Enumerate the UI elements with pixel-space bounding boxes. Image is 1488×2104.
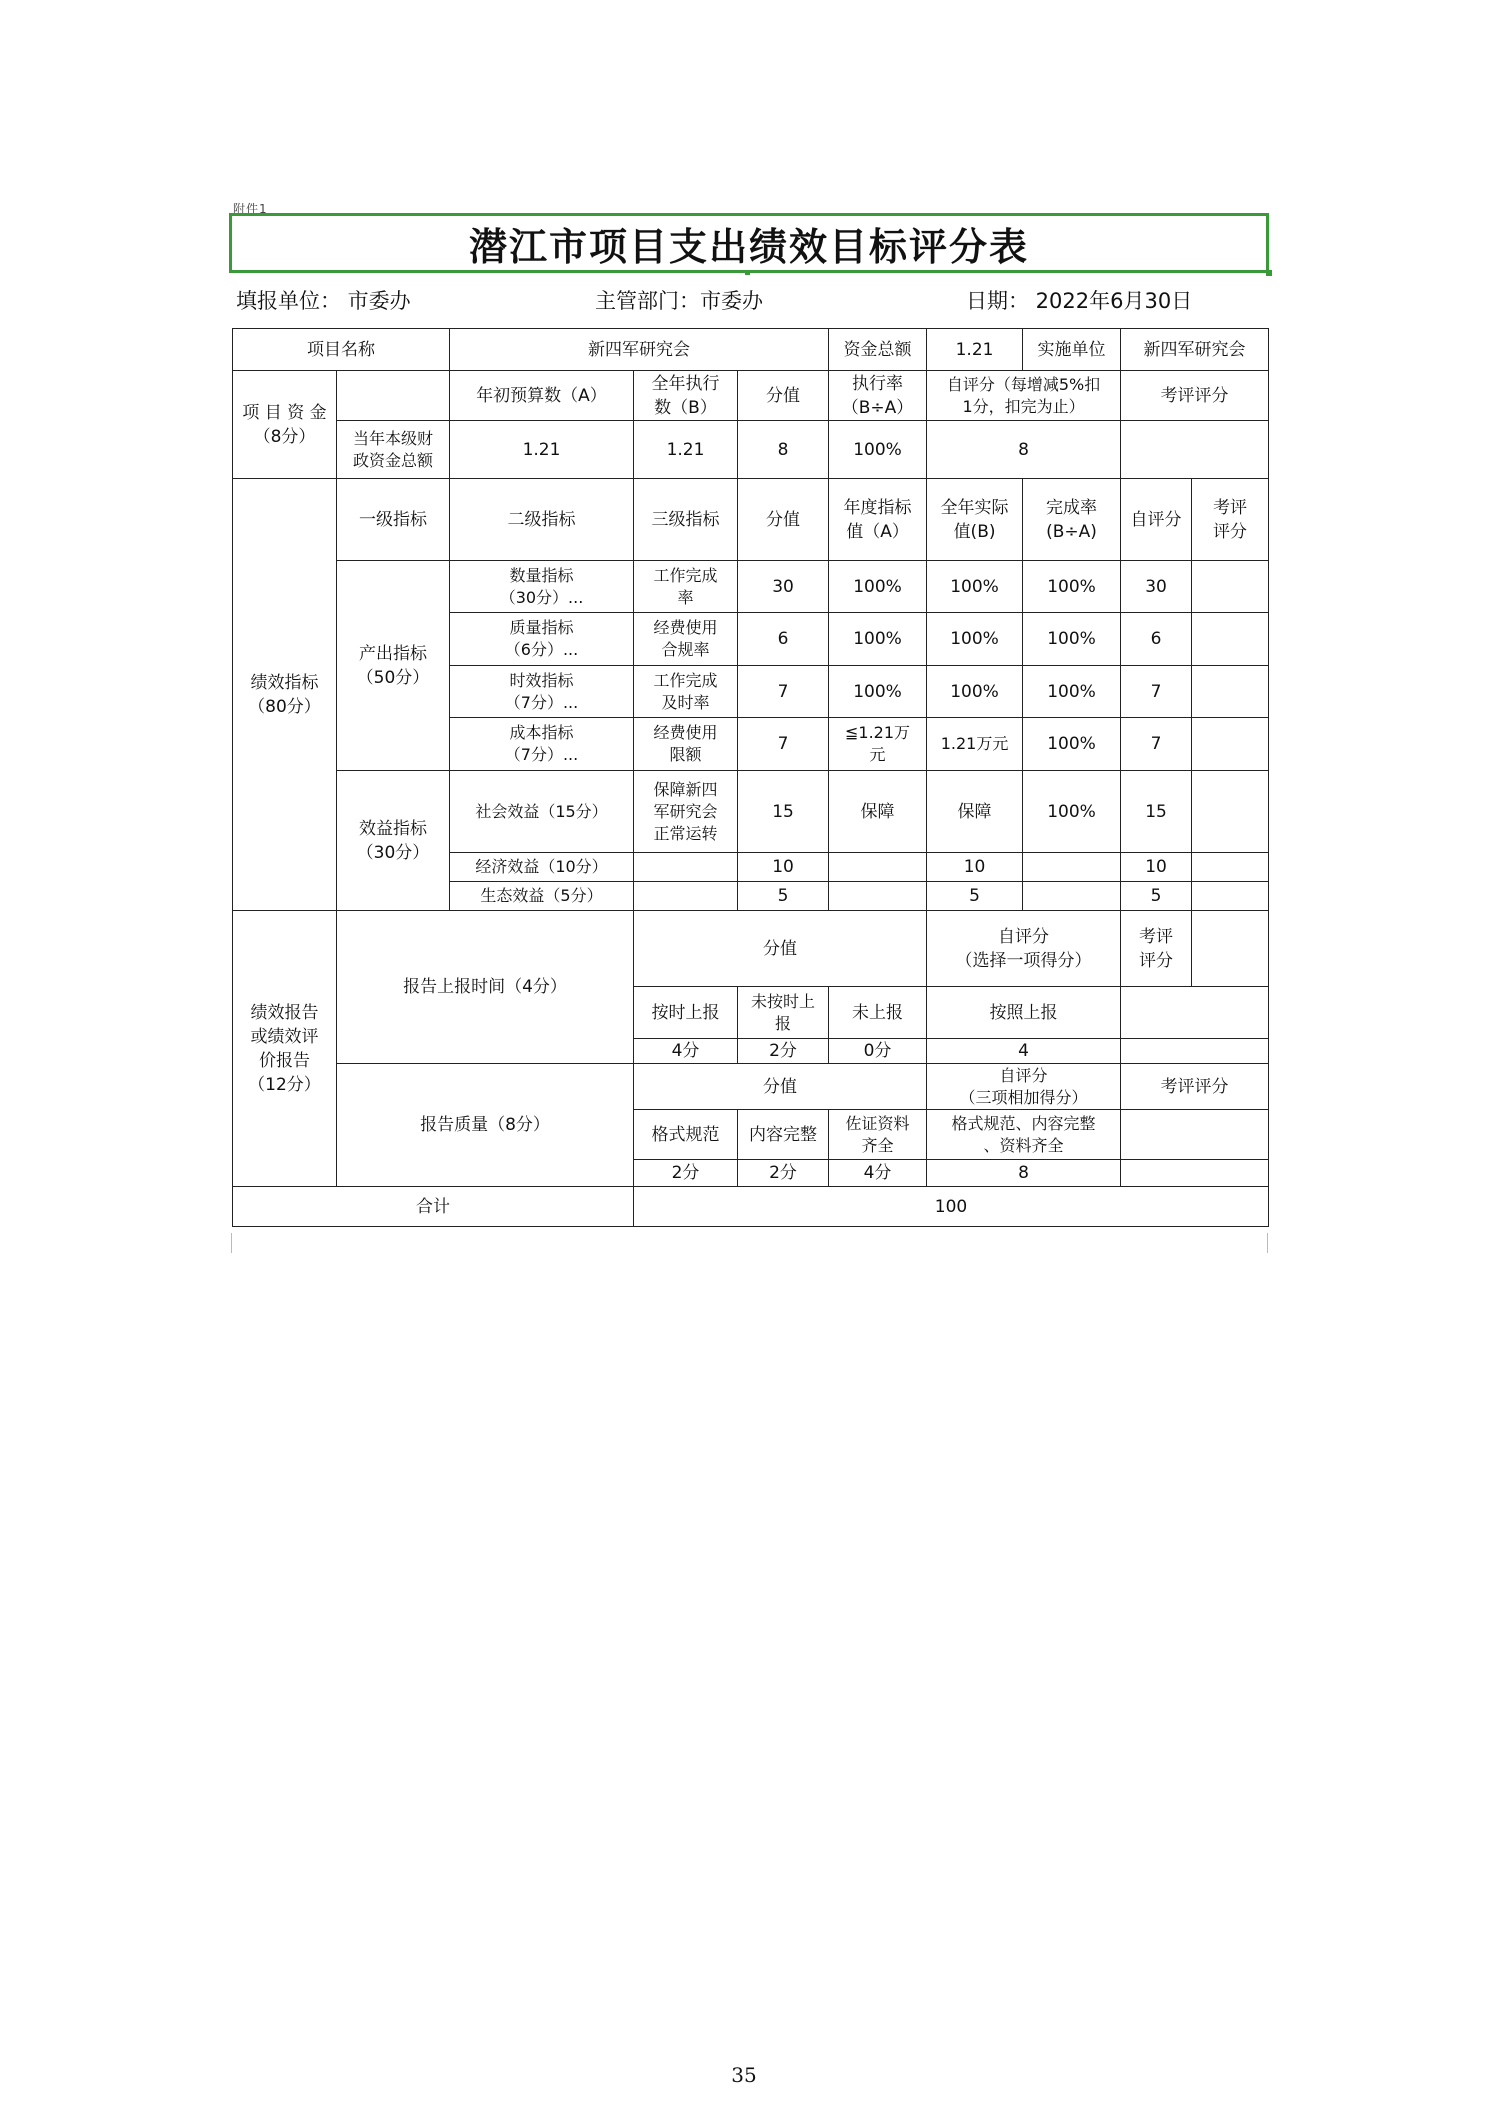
cell: 报告上报时间（4分）: [337, 911, 634, 1064]
cell: 自评分 （三项相加得分）: [927, 1064, 1121, 1110]
cell: 8: [927, 421, 1121, 479]
cell: 经费使用 合规率: [634, 613, 738, 666]
cell: 15: [738, 771, 829, 853]
sheet-edge-right: [1267, 1233, 1268, 1253]
cell: 6: [738, 613, 829, 666]
cell: [829, 853, 927, 882]
cell: 100%: [1023, 613, 1121, 666]
score-table: [232, 328, 1269, 1227]
page-number: 35: [731, 2063, 757, 2087]
table-row: [233, 771, 1269, 853]
cell: 新四军研究会: [1121, 329, 1269, 371]
selection-handle-mid[interactable]: [745, 270, 750, 275]
cell: [1192, 882, 1269, 911]
cell: [1121, 1110, 1269, 1160]
cell: 4分: [829, 1160, 927, 1187]
cell: [1121, 421, 1269, 479]
header-stub: 附件1: [233, 202, 268, 216]
cell: 格式规范: [634, 1110, 738, 1160]
cell: 8: [738, 421, 829, 479]
cell: 考评 评分: [1121, 911, 1192, 987]
cell: 10: [1121, 853, 1192, 882]
cell: 社会效益（15分）: [450, 771, 634, 853]
cell: 年度指标 值（A）: [829, 479, 927, 561]
cell: 100%: [829, 613, 927, 666]
cell: 自评分 （选择一项得分）: [927, 911, 1121, 987]
table-row: [233, 911, 1269, 987]
page-title: 潜江市项目支出绩效目标评分表: [468, 223, 1029, 269]
cell: 资金总额: [829, 329, 927, 371]
cell: 全年实际 值(B): [927, 479, 1023, 561]
title-cell[interactable]: [229, 213, 1269, 273]
cell: 2分: [738, 1039, 829, 1064]
cell: [829, 882, 927, 911]
table-row: [233, 561, 1269, 613]
cell: 100%: [1023, 666, 1121, 718]
cell: 完成率 (B÷A): [1023, 479, 1121, 561]
cell: 2分: [738, 1160, 829, 1187]
cell: [634, 882, 738, 911]
fill-unit: 填报单位： 市委办: [236, 289, 411, 313]
cell: 一级指标: [337, 479, 450, 561]
total-value: 100: [634, 1187, 1269, 1227]
cell: 7: [738, 718, 829, 771]
cell: 30: [1121, 561, 1192, 613]
cell: 数量指标 （30分）...: [450, 561, 634, 613]
cell: 7: [1121, 718, 1192, 771]
cell: 0分: [829, 1039, 927, 1064]
cell: ≦1.21万 元: [829, 718, 927, 771]
cell: 15: [1121, 771, 1192, 853]
cell: 100%: [829, 666, 927, 718]
cell: 绩效指标 （80分）: [233, 479, 337, 911]
cell: 100%: [1023, 561, 1121, 613]
cell: 5: [1121, 882, 1192, 911]
cell: 产出指标 （50分）: [337, 561, 450, 771]
cell: [1192, 853, 1269, 882]
cell: 全年执行 数（B）: [634, 371, 738, 421]
cell: 100%: [1023, 771, 1121, 853]
cell: 工作完成 率: [634, 561, 738, 613]
cell: 二级指标: [450, 479, 634, 561]
cell: 项目名称: [233, 329, 450, 371]
total-label: 合计: [233, 1187, 634, 1227]
cell: 10: [927, 853, 1023, 882]
cell: 100%: [927, 561, 1023, 613]
cell: 分值: [738, 479, 829, 561]
cell: 1.21: [450, 421, 634, 479]
cell: 分值: [634, 911, 927, 987]
cell: 4分: [634, 1039, 738, 1064]
cell: 30: [738, 561, 829, 613]
cell: 经济效益（10分）: [450, 853, 634, 882]
cell: [1192, 911, 1269, 987]
cell: 新四军研究会: [450, 329, 829, 371]
cell: 绩效报告 或绩效评 价报告 （12分）: [233, 911, 337, 1187]
sheet-edge-left: [231, 1233, 232, 1253]
cell: 按照上报: [927, 987, 1121, 1039]
cell: [1192, 666, 1269, 718]
cell: [634, 853, 738, 882]
cell: 自评分: [1121, 479, 1192, 561]
cell: [1192, 561, 1269, 613]
cell: 按时上报: [634, 987, 738, 1039]
table-row: [233, 1187, 1269, 1227]
cell: 时效指标 （7分）...: [450, 666, 634, 718]
cell: 保障: [829, 771, 927, 853]
table-row: [233, 371, 1269, 421]
cell: 1.21万元: [927, 718, 1023, 771]
cell: 未上报: [829, 987, 927, 1039]
cell: 格式规范、内容完整 、资料齐全: [927, 1110, 1121, 1160]
cell: [1121, 1039, 1269, 1064]
cell: 实施单位: [1023, 329, 1121, 371]
cell: 100%: [927, 613, 1023, 666]
cell: 6: [1121, 613, 1192, 666]
cell: [1121, 987, 1269, 1039]
cell: 100%: [927, 666, 1023, 718]
cell: [1023, 882, 1121, 911]
cell: 质量指标 （6分）...: [450, 613, 634, 666]
cell: 生态效益（5分）: [450, 882, 634, 911]
cell: 当年本级财 政资金总额: [337, 421, 450, 479]
cell: 内容完整: [738, 1110, 829, 1160]
cell: [1192, 613, 1269, 666]
cell: 100%: [1023, 718, 1121, 771]
cell: 未按时上 报: [738, 987, 829, 1039]
cell: 2分: [634, 1160, 738, 1187]
cell: 10: [738, 853, 829, 882]
cell: 5: [738, 882, 829, 911]
cell: 分值: [738, 371, 829, 421]
cell: 100%: [829, 421, 927, 479]
cell: 1.21: [634, 421, 738, 479]
cell: 保障新四 军研究会 正常运转: [634, 771, 738, 853]
table-row: [233, 421, 1269, 479]
cell: 100%: [829, 561, 927, 613]
report-date: 日期： 2022年6月30日: [966, 289, 1193, 313]
cell: 考评评分: [1121, 1064, 1269, 1110]
cell: [1121, 1160, 1269, 1187]
cell: 4: [927, 1039, 1121, 1064]
cell: 1.21: [927, 329, 1023, 371]
cell: 佐证资料 齐全: [829, 1110, 927, 1160]
cell: 8: [927, 1160, 1121, 1187]
cell: 执行率 （B÷A）: [829, 371, 927, 421]
table-row: [233, 329, 1269, 371]
cell: 分值: [634, 1064, 927, 1110]
cell: [337, 371, 450, 421]
cell: 5: [927, 882, 1023, 911]
cell: 成本指标 （7分）...: [450, 718, 634, 771]
cell: 自评分（每增减5%扣 1分，扣完为止）: [927, 371, 1121, 421]
cell: 保障: [927, 771, 1023, 853]
cell: [1023, 853, 1121, 882]
cell: 年初预算数（A）: [450, 371, 634, 421]
cell: 7: [738, 666, 829, 718]
cell: 报告质量（8分）: [337, 1064, 634, 1187]
cell: 7: [1121, 666, 1192, 718]
cell: 经费使用 限额: [634, 718, 738, 771]
cell: 三级指标: [634, 479, 738, 561]
cell: 工作完成 及时率: [634, 666, 738, 718]
cell: [1192, 718, 1269, 771]
table-row: [233, 479, 1269, 561]
table-row: [233, 1064, 1269, 1110]
cell: [1192, 771, 1269, 853]
selection-handle[interactable]: [1266, 270, 1272, 276]
cell: 考评 评分: [1192, 479, 1269, 561]
cell: 项 目 资 金 （8分）: [233, 371, 337, 479]
supervising-dept: 主管部门：市委办: [595, 289, 763, 313]
cell: 效益指标 （30分）: [337, 771, 450, 911]
cell: 考评评分: [1121, 371, 1269, 421]
